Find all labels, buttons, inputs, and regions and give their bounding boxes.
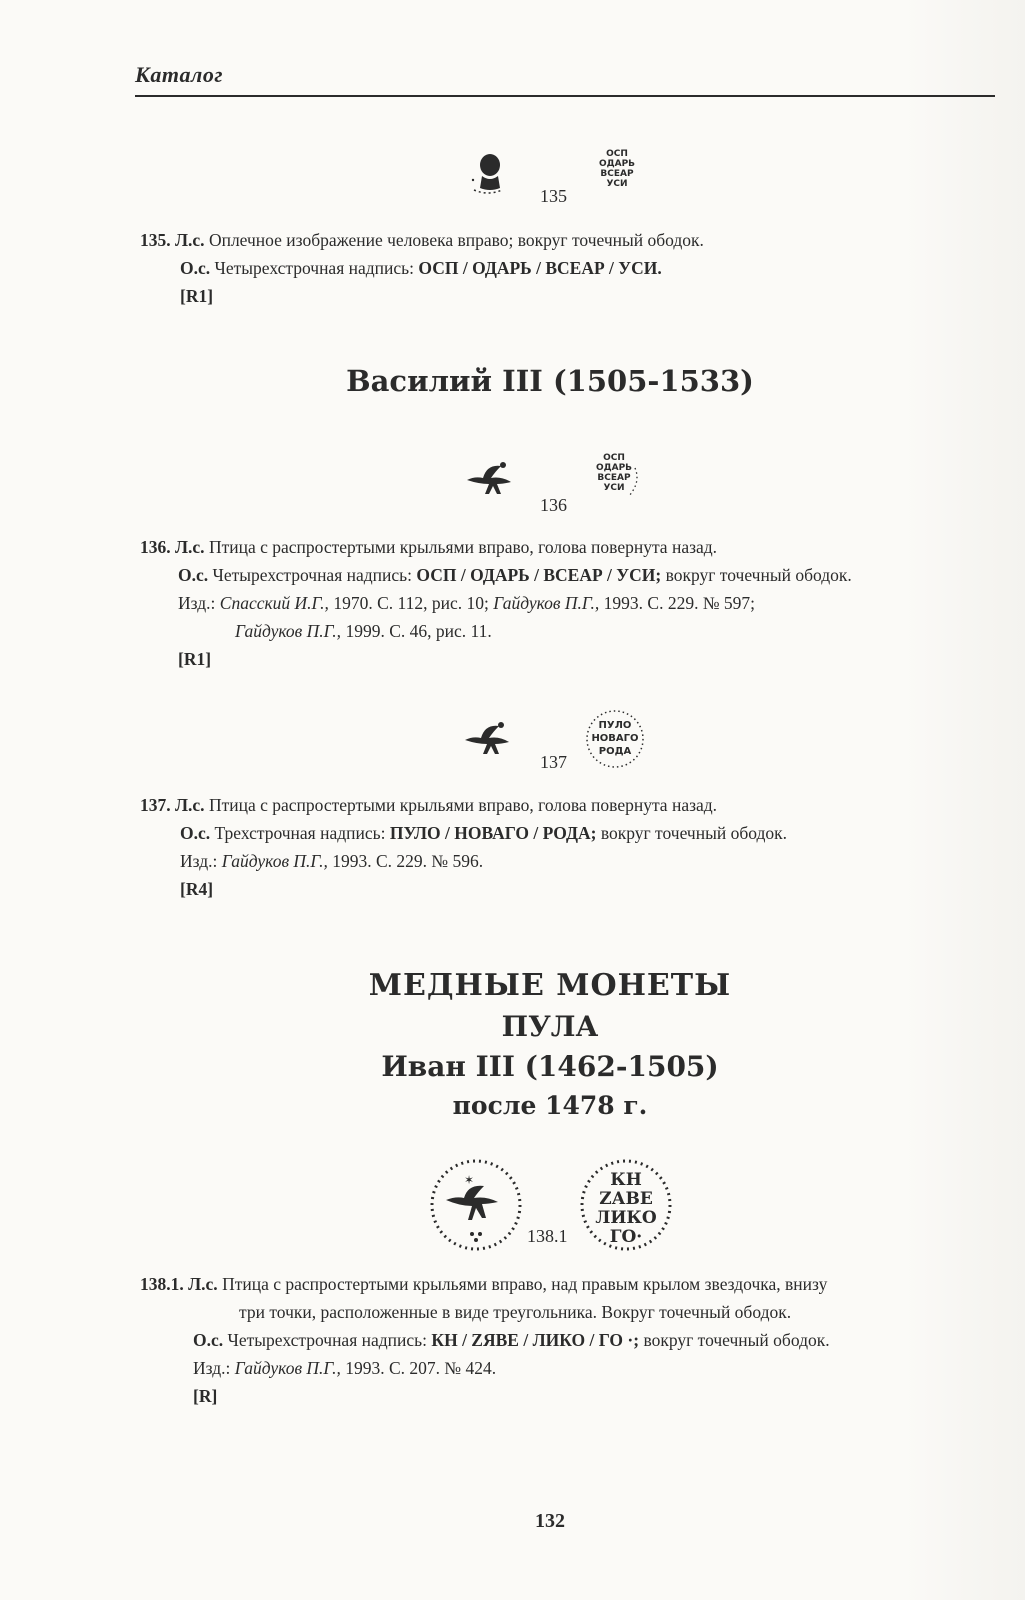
- reverse-description-tail: вокруг точечный ободок.: [661, 565, 852, 585]
- reverse-description: Четырехстрочная надпись:: [210, 258, 419, 278]
- section-heading-pula: ПУЛА: [501, 1010, 599, 1043]
- obverse-description-continued: три точки, расположенные в виде треугольника. Вокруг точечный ободок.: [239, 1302, 792, 1322]
- bibliography-author: Спасский И.Г.,: [219, 593, 329, 613]
- coin-136-line-2: ОДАРЬ: [595, 463, 633, 473]
- bibliography-prefix: Изд.:: [193, 1358, 235, 1378]
- coin-137-line-3: РОДА: [598, 746, 632, 757]
- obverse-label: Л.с.: [175, 537, 205, 557]
- coin-138-line-3: ЛИКО: [595, 1208, 657, 1228]
- reverse-description-tail: вокруг точечный ободок.: [639, 1330, 830, 1350]
- rarity-badge: [R4]: [180, 879, 214, 899]
- reverse-description: Трехстрочная надпись:: [210, 823, 390, 843]
- coin-figure-138-obverse: [428, 1156, 524, 1254]
- reverse-label: О.с.: [178, 565, 209, 585]
- bibliography-ref: 1993. С. 229. № 597;: [599, 593, 756, 613]
- reverse-inscription: ПУЛО / НОВАГО / РОДА;: [389, 823, 597, 843]
- header-rule: [135, 95, 995, 97]
- entry-number: 135.: [140, 230, 171, 250]
- bibliography-author: Гайдуков П.Г.,: [493, 593, 600, 613]
- coin-138-line-2: ZАВЕ: [599, 1189, 653, 1209]
- figure-label-135: 135: [540, 186, 567, 206]
- catalog-entry-136: [140, 533, 990, 673]
- bibliography-ref: 1993. С. 207. № 424.: [340, 1358, 497, 1378]
- obverse-description: Птица с распростертыми крыльями вправо, голова повернута назад.: [204, 795, 718, 815]
- section-heading-vasily: Василий III (1505-1533): [346, 364, 754, 398]
- coin-135-line-4: УСИ: [606, 179, 628, 189]
- reverse-description-tail: вокруг точечный ободок.: [596, 823, 788, 843]
- catalog-entry-137: [140, 791, 990, 903]
- figure-label-136: 136: [540, 495, 567, 515]
- bibliography-ref: 1970. С. 112, рис. 10;: [328, 593, 494, 613]
- reverse-description: Четырехстрочная надпись:: [208, 565, 417, 585]
- obverse-description: Оплечное изображение человека вправо; вокруг точечный ободок.: [204, 230, 704, 250]
- reverse-description: Четырехстрочная надпись:: [223, 1330, 432, 1350]
- catalog-entry-135: [140, 226, 990, 310]
- coin-figure-136-reverse: [585, 448, 643, 502]
- coin-figure-137-obverse: [461, 718, 517, 760]
- entry-number: 137.: [140, 795, 171, 815]
- svg-text:✶: ✶: [464, 1173, 475, 1187]
- reverse-label: О.с.: [180, 258, 211, 278]
- bibliography-author: Гайдуков П.Г.,: [235, 621, 342, 641]
- entry-number: 136.: [140, 537, 171, 557]
- coin-135-line-2: ОДАРЬ: [598, 159, 636, 169]
- reverse-inscription: ОСП / ОДАРЬ / ВСЕАР / УСИ.: [418, 258, 662, 278]
- coin-135-line-3: ВСЕАР: [600, 169, 634, 179]
- reverse-inscription: ОСП / ОДАРЬ / ВСЕАР / УСИ;: [416, 565, 662, 585]
- coin-137-line-2: НОВАГО: [591, 733, 639, 744]
- bibliography-author: Гайдуков П.Г.,: [221, 851, 328, 871]
- coin-figure-137-reverse: [580, 708, 650, 770]
- reverse-label: О.с.: [180, 823, 211, 843]
- reverse-label: О.с.: [193, 1330, 224, 1350]
- coin-136-line-1: ОСП: [603, 453, 625, 463]
- rarity-badge: [R]: [193, 1386, 218, 1406]
- section-heading-date: после 1478 г.: [452, 1091, 648, 1120]
- bibliography-prefix: Изд.:: [178, 593, 220, 613]
- obverse-label: Л.с.: [175, 230, 205, 250]
- catalog-entry-138: [140, 1270, 990, 1410]
- figure-label-137: 137: [540, 752, 567, 772]
- coin-136-line-4: УСИ: [603, 483, 625, 493]
- figure-label-138: 138.1: [527, 1226, 568, 1246]
- rarity-badge: [R1]: [178, 649, 212, 669]
- section-heading-copper-coins: МЕДНЫЕ МОНЕТЫ: [368, 968, 732, 1003]
- bibliography-prefix: Изд.:: [180, 851, 222, 871]
- coin-136-line-3: ВСЕАР: [597, 473, 631, 483]
- coin-figure-138-reverse: [578, 1156, 674, 1254]
- running-header: Каталог: [135, 62, 223, 87]
- coin-figure-135-reverse: [592, 146, 642, 194]
- obverse-label: Л.с.: [175, 795, 205, 815]
- coin-figure-136-obverse: [463, 458, 521, 500]
- coin-135-line-1: ОСП: [606, 149, 628, 159]
- coin-figure-135-obverse: [468, 150, 508, 200]
- page-number: 132: [535, 1510, 565, 1532]
- rarity-badge: [R1]: [180, 286, 214, 306]
- reverse-inscription: КН / ZЯВЕ / ЛИКО / ГО ·;: [431, 1330, 640, 1350]
- obverse-description: Птица с распростертыми крыльями вправо, над правым крылом звездочка, внизу: [217, 1274, 828, 1294]
- entry-number: 138.1.: [140, 1274, 184, 1294]
- coin-137-line-1: ПУЛО: [598, 720, 632, 731]
- section-heading-ivan: Иван III (1462-1505): [381, 1050, 719, 1083]
- coin-138-line-1: КН: [610, 1170, 642, 1190]
- obverse-description: Птица с распростертыми крыльями вправо, голова повернута назад.: [204, 537, 718, 557]
- bibliography-ref: 1999. С. 46, рис. 11.: [341, 621, 492, 641]
- coin-138-line-4: ГО·: [609, 1227, 643, 1247]
- obverse-label: Л.с.: [188, 1274, 218, 1294]
- bibliography-author: Гайдуков П.Г.,: [234, 1358, 341, 1378]
- bibliography-ref: 1993. С. 229. № 596.: [327, 851, 484, 871]
